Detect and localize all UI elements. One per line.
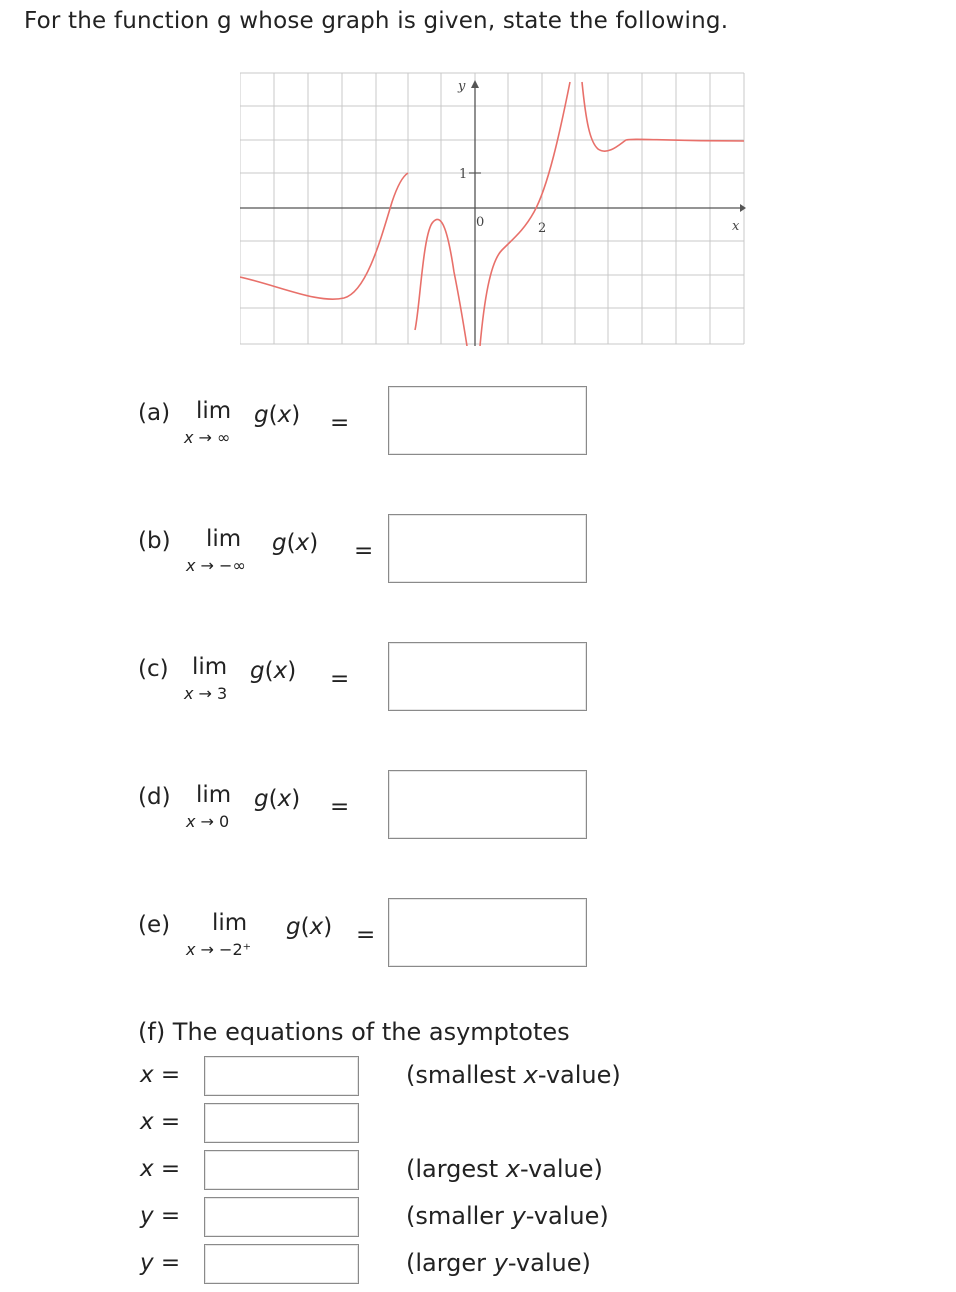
answer-input[interactable]	[388, 898, 587, 967]
tick-two-label: 2	[538, 221, 547, 236]
asymptote-note-variable: x	[505, 1155, 520, 1183]
limit-operator: lim	[196, 398, 232, 424]
question-label: (c)	[138, 656, 169, 682]
asymptote-variable-label: y =	[140, 1203, 181, 1229]
function-graph	[240, 72, 746, 346]
asymptote-variable-label: y =	[140, 1250, 181, 1276]
asymptote-variable-label: x =	[140, 1062, 181, 1088]
function-expression: g(x)	[272, 530, 319, 556]
asymptote-variable-label: x =	[140, 1156, 181, 1182]
question-label: (e)	[138, 912, 171, 938]
answer-input[interactable]	[388, 770, 587, 839]
asymptote-input[interactable]	[204, 1150, 359, 1190]
asymptotes-heading: (f) The equations of the asymptotes	[138, 1018, 570, 1046]
curve-branch-far-right	[582, 82, 744, 151]
limit-subscript: x → ∞	[184, 428, 231, 447]
asymptote-note	[406, 1249, 591, 1277]
asymptote-note-suffix: -value)	[525, 1202, 609, 1230]
asymptote-note-suffix: -value)	[537, 1061, 621, 1089]
asymptote-note	[406, 1202, 609, 1230]
limit-operator: lim	[196, 782, 232, 808]
curve-branch-left	[240, 173, 408, 299]
answer-input[interactable]	[388, 514, 587, 583]
limit-operator: lim	[212, 910, 248, 936]
x-axis-label: x	[732, 219, 740, 234]
asymptote-note-variable: x	[523, 1061, 538, 1089]
tick-one-label: 1	[459, 167, 468, 182]
limit-operator: lim	[192, 654, 228, 680]
equals-sign: =	[354, 538, 374, 564]
asymptote-input[interactable]	[204, 1244, 359, 1284]
asymptote-note-prefix: (smallest	[406, 1061, 524, 1089]
asymptote-note-prefix: (largest	[406, 1155, 506, 1183]
equals-sign: =	[330, 794, 350, 820]
function-expression: g(x)	[250, 658, 297, 684]
function-curves	[240, 82, 744, 346]
asymptote-input[interactable]	[204, 1197, 359, 1237]
function-expression: g(x)	[254, 786, 301, 812]
origin-label: 0	[476, 215, 485, 230]
limit-subscript: x → 3	[184, 684, 228, 703]
asymptote-note-suffix: -value)	[519, 1155, 603, 1183]
asymptote-variable-label: x =	[140, 1109, 181, 1135]
asymptote-note-prefix: (smaller	[406, 1202, 512, 1230]
asymptote-note	[406, 1061, 621, 1089]
asymptote-note-suffix: -value)	[507, 1249, 591, 1277]
limit-subscript: x → −∞	[186, 556, 246, 575]
function-expression: g(x)	[254, 402, 301, 428]
asymptote-input[interactable]	[204, 1056, 359, 1096]
answer-input[interactable]	[388, 386, 587, 455]
asymptote-input[interactable]	[204, 1103, 359, 1143]
limit-subscript: x → 0	[186, 812, 230, 831]
x-axis-arrow-icon	[740, 204, 746, 212]
function-expression: g(x)	[286, 914, 333, 940]
equals-sign: =	[330, 410, 350, 436]
asymptote-note-prefix: (larger	[406, 1249, 494, 1277]
equals-sign: =	[330, 666, 350, 692]
asymptote-note-variable: y	[493, 1249, 508, 1277]
problem-prompt: For the function g whose graph is given, state the following.	[24, 8, 729, 34]
y-axis-arrow-icon	[471, 80, 479, 88]
answer-input[interactable]	[388, 642, 587, 711]
curve-branch-right	[480, 82, 570, 346]
question-label: (d)	[138, 784, 171, 810]
question-label: (b)	[138, 528, 171, 554]
equals-sign: =	[356, 922, 376, 948]
asymptote-note	[406, 1155, 603, 1183]
limit-operator: lim	[206, 526, 242, 552]
y-axis-label: y	[458, 79, 466, 94]
question-label: (a)	[138, 400, 171, 426]
asymptote-note-variable: y	[511, 1202, 526, 1230]
limit-subscript: x → −2⁺	[186, 940, 252, 959]
